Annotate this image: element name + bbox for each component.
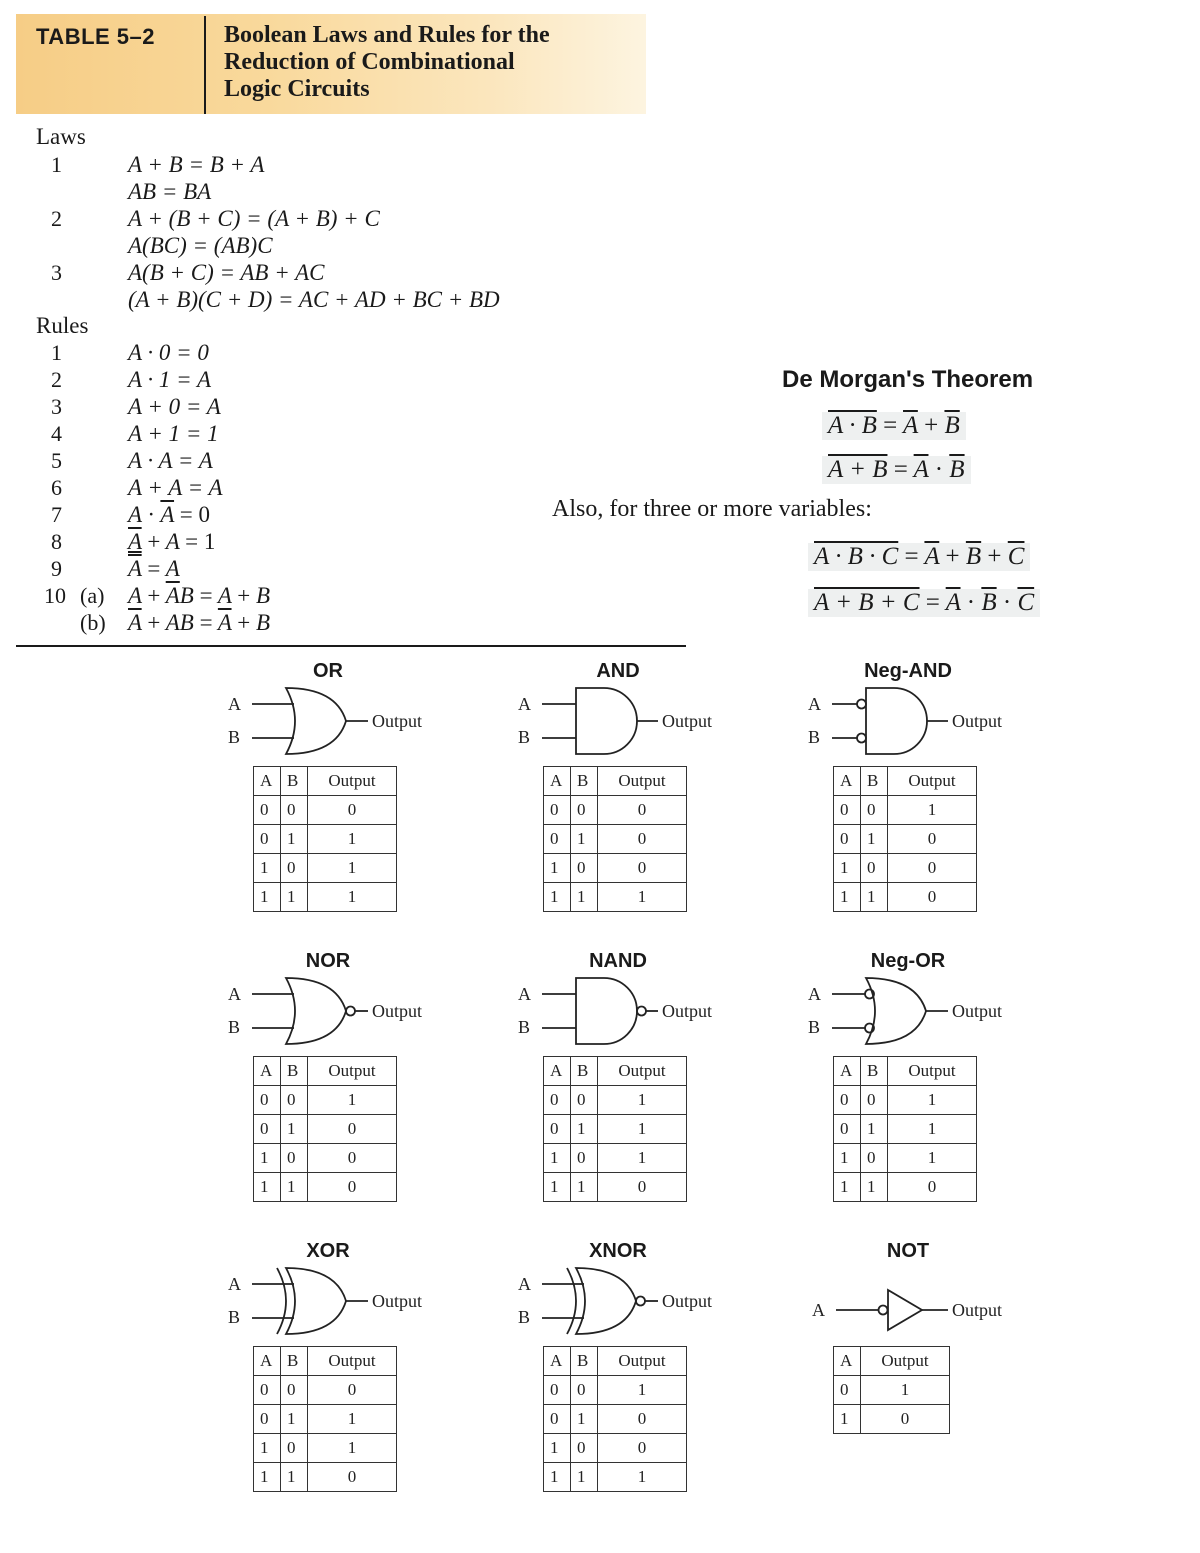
law-3b: (A + B)(C + D) = AC + AD + BC + BD: [128, 287, 500, 312]
column-header: Output: [598, 1347, 687, 1376]
table-row: [254, 854, 397, 883]
truth-table-header: [254, 767, 397, 796]
table-cell: 0: [571, 1144, 598, 1173]
table-cell: 1: [598, 1144, 687, 1173]
table-cell: 1: [834, 854, 861, 883]
law-number: 1: [51, 152, 62, 177]
xor-truth-table: [253, 1346, 397, 1492]
table-cell: 1: [254, 883, 281, 912]
table-cell: 0: [254, 796, 281, 825]
gate-output-label: Output: [372, 1001, 423, 1021]
nand-gate-symbol: [518, 976, 748, 1056]
column-header: B: [571, 1057, 598, 1086]
gate-title: NAND: [589, 950, 647, 972]
gate-input-label: B: [518, 1307, 531, 1327]
table-cell: 1: [888, 1115, 977, 1144]
table-cell: 1: [544, 1173, 571, 1202]
table-cell: 0: [861, 796, 888, 825]
truth-table-header: [544, 767, 687, 796]
gate-input-label: A: [812, 1300, 825, 1320]
table-row: [254, 1376, 397, 1405]
table-cell: 0: [544, 1405, 571, 1434]
table-cell: 0: [281, 1434, 308, 1463]
table-cell: 0: [308, 796, 397, 825]
rule-number: 9: [51, 556, 62, 581]
column-header: Output: [888, 1057, 977, 1086]
table-cell: 1: [281, 1115, 308, 1144]
rule-equation: A · A = A: [128, 448, 213, 473]
table-cell: 0: [598, 854, 687, 883]
truth-table-header: [834, 767, 977, 796]
table-row: [544, 1144, 687, 1173]
table-cell: 1: [571, 1115, 598, 1144]
gate-title: XNOR: [589, 1240, 647, 1262]
table-cell: 0: [861, 1405, 950, 1434]
table-cell: 0: [571, 1376, 598, 1405]
table-cell: 0: [544, 1376, 571, 1405]
table-cell: 1: [571, 825, 598, 854]
gate-input-label: A: [518, 1274, 531, 1294]
table-cell: 0: [308, 1376, 397, 1405]
column-header: B: [571, 767, 598, 796]
ab-product-complement: A · B: [828, 412, 877, 439]
table-cell: 1: [598, 1463, 687, 1492]
table-row: [254, 1405, 397, 1434]
table-row: [544, 1405, 687, 1434]
table-title-line-1: Boolean Laws and Rules for the: [224, 22, 550, 48]
column-header: A: [254, 1057, 281, 1086]
column-header: Output: [888, 767, 977, 796]
negor-gate-symbol: [808, 976, 1038, 1056]
table-row: [544, 796, 687, 825]
table-cell: 1: [544, 1144, 571, 1173]
table-row: [544, 825, 687, 854]
negor-truth-table: [833, 1056, 977, 1202]
law-3a: A(B + C) = AB + AC: [128, 260, 325, 285]
table-cell: 1: [308, 854, 397, 883]
law-2b: A(BC) = (AB)C: [128, 233, 273, 258]
table-row: [544, 854, 687, 883]
table-cell: 1: [861, 1376, 950, 1405]
column-header: A: [544, 767, 571, 796]
table-cell: 0: [888, 883, 977, 912]
table-cell: 1: [571, 1463, 598, 1492]
table-cell: 0: [888, 825, 977, 854]
table-row: [834, 1086, 977, 1115]
column-header: Output: [308, 767, 397, 796]
column-header: B: [861, 1057, 888, 1086]
table-title-line-2: Reduction of Combinational: [224, 49, 515, 75]
rule-subletter: (b): [80, 610, 106, 635]
table-cell: 0: [254, 1115, 281, 1144]
nor-gate-symbol: [228, 976, 458, 1056]
gate-input-label: B: [228, 727, 241, 747]
gate-input-label: A: [808, 694, 821, 714]
table-row: [834, 796, 977, 825]
table-cell: 0: [834, 1376, 861, 1405]
table-cell: 1: [571, 1405, 598, 1434]
not-truth-table: [833, 1346, 950, 1434]
gate-output-label: Output: [952, 1001, 1003, 1021]
rule-equation: A · 0 = 0: [128, 340, 209, 365]
table-cell: 1: [834, 1405, 861, 1434]
table-cell: 1: [861, 825, 888, 854]
table-cell: 0: [571, 1434, 598, 1463]
xor-gate-symbol: [228, 1266, 458, 1346]
table-cell: 1: [254, 1144, 281, 1173]
table-row: [544, 1376, 687, 1405]
rule-number: 8: [51, 529, 62, 554]
table-cell: 1: [598, 1086, 687, 1115]
table-cell: 0: [834, 796, 861, 825]
table-cell: 0: [598, 1405, 687, 1434]
column-header: A: [544, 1057, 571, 1086]
table-row: [834, 1144, 977, 1173]
rule-equation: $A \cdot \overline{A} = 0$: [128, 502, 211, 527]
gate-title: OR: [313, 660, 343, 682]
table-cell: 0: [308, 1173, 397, 1202]
column-header: B: [571, 1347, 598, 1376]
table-cell: 1: [888, 1086, 977, 1115]
table-cell: 1: [888, 796, 977, 825]
law-number: 2: [51, 206, 62, 231]
or-gate-symbol: [228, 686, 458, 766]
rule-number: 10: [44, 583, 66, 608]
gate-input-label: B: [808, 1017, 821, 1037]
rule-number: 7: [51, 502, 62, 527]
column-header: A: [834, 767, 861, 796]
table-cell: 0: [254, 825, 281, 854]
table-cell: 1: [308, 883, 397, 912]
gate-output-label: Output: [952, 711, 1003, 731]
law-1a: A + B = B + A: [128, 152, 265, 177]
gate-input-label: B: [518, 1017, 531, 1037]
table-cell: 1: [254, 854, 281, 883]
column-header: B: [281, 1057, 308, 1086]
table-cell: 1: [544, 1434, 571, 1463]
table-cell: 1: [598, 1115, 687, 1144]
gate-title: NOR: [305, 950, 351, 972]
rule-number: 5: [51, 448, 62, 473]
table-cell: 0: [254, 1405, 281, 1434]
table-row: [834, 1173, 977, 1202]
table-cell: 0: [281, 1086, 308, 1115]
table-row: [254, 1086, 397, 1115]
column-header: B: [281, 1347, 308, 1376]
table-cell: 1: [544, 854, 571, 883]
column-header: B: [861, 767, 888, 796]
rule-equation: $\overline{A} + A = 1$: [128, 529, 216, 554]
gate-input-label: A: [228, 694, 241, 714]
table-cell: 0: [544, 1086, 571, 1115]
table-cell: 0: [281, 1376, 308, 1405]
demorgan-also-text: Also, for three or more variables:: [552, 496, 872, 522]
table-cell: 0: [598, 796, 687, 825]
table-cell: 1: [834, 1173, 861, 1202]
rules-heading: Rules: [36, 313, 89, 338]
column-header: Output: [598, 767, 687, 796]
table-cell: 0: [598, 1173, 687, 1202]
table-row: [254, 1115, 397, 1144]
table-cell: 0: [888, 854, 977, 883]
column-header: A: [544, 1347, 571, 1376]
table-row: [834, 825, 977, 854]
or-truth-table: [253, 766, 397, 912]
section-divider: [16, 645, 686, 647]
table-row: [834, 1405, 950, 1434]
table-cell: 1: [254, 1463, 281, 1492]
rule-equation: A + A = A: [128, 475, 223, 500]
gate-input-label: B: [808, 727, 821, 747]
rule-equation: $\overline{A}$ + AB = $\overline{A} + B$: [128, 610, 271, 635]
laws-heading: Laws: [36, 124, 86, 149]
gate-input-label: A: [518, 694, 531, 714]
table-cell: 1: [308, 1434, 397, 1463]
rule-equation: $A + \overline{A}B = A + B$: [128, 583, 271, 608]
nand-truth-table: [543, 1056, 687, 1202]
and-gate-symbol: [518, 686, 748, 766]
table-row: [254, 796, 397, 825]
table-row: [254, 825, 397, 854]
table-cell: 0: [544, 796, 571, 825]
truth-table-header: [254, 1057, 397, 1086]
table-row: [544, 1115, 687, 1144]
gate-output-label: Output: [662, 1291, 713, 1311]
gate-title: NOT: [886, 1240, 930, 1262]
table-cell: 0: [308, 1144, 397, 1173]
truth-table-header: [544, 1347, 687, 1376]
table-cell: 0: [888, 1173, 977, 1202]
table-row: [834, 1115, 977, 1144]
rule-number: 6: [51, 475, 62, 500]
column-header: A: [254, 1347, 281, 1376]
table-cell: 1: [571, 883, 598, 912]
table-cell: 0: [254, 1376, 281, 1405]
not-gate-symbol: [808, 1266, 1038, 1346]
table-row: [834, 854, 977, 883]
table-cell: 0: [281, 854, 308, 883]
table-cell: 1: [544, 883, 571, 912]
table-cell: 0: [571, 796, 598, 825]
rule-number: 2: [51, 367, 62, 392]
table-cell: 1: [571, 1173, 598, 1202]
table-row: [544, 1434, 687, 1463]
column-header: A: [834, 1347, 861, 1376]
law-1b: AB = BA: [128, 179, 212, 204]
gate-input-label: B: [518, 727, 531, 747]
table-cell: 0: [571, 854, 598, 883]
table-row: [254, 1463, 397, 1492]
table-cell: 1: [834, 883, 861, 912]
table-row: [544, 883, 687, 912]
xnor-gate-symbol: [518, 1266, 748, 1346]
demorgan-eq-2: $A + B = \overline{A} \cdot \overline{B}$: [822, 456, 971, 484]
table-cell: 0: [571, 1086, 598, 1115]
gate-title: Neg-AND: [864, 660, 952, 682]
table-cell: 0: [254, 1086, 281, 1115]
gate-input-label: A: [518, 984, 531, 1004]
negand-gate-symbol: [808, 686, 1038, 766]
rule-equation: A + 0 = A: [128, 394, 221, 419]
xnor-truth-table: [543, 1346, 687, 1492]
column-header: A: [834, 1057, 861, 1086]
gate-title: Neg-OR: [870, 950, 946, 972]
table-cell: 1: [834, 1144, 861, 1173]
table-cell: 1: [254, 1434, 281, 1463]
table-cell: 0: [281, 1144, 308, 1173]
truth-table-header: [834, 1347, 950, 1376]
table-cell: 0: [598, 825, 687, 854]
law-number: 3: [51, 260, 62, 285]
demorgan-eq-3: $A \cdot B \cdot C = \overline{A} + \overline{B} + \overline{C}$: [808, 543, 1030, 571]
table-cell: 1: [281, 825, 308, 854]
column-header: Output: [308, 1347, 397, 1376]
gate-output-label: Output: [372, 711, 423, 731]
table-cell: 1: [308, 1405, 397, 1434]
gate-output-label: Output: [662, 711, 713, 731]
table-cell: 1: [254, 1173, 281, 1202]
rule-number: 3: [51, 394, 62, 419]
law-2a: A + (B + C) = (A + B) + C: [128, 206, 380, 231]
truth-table-header: [254, 1347, 397, 1376]
truth-table-header: [834, 1057, 977, 1086]
table-row: [544, 1086, 687, 1115]
table-row: [254, 1434, 397, 1463]
rule-number: 1: [51, 340, 62, 365]
negand-truth-table: [833, 766, 977, 912]
gate-input-label: B: [228, 1017, 241, 1037]
table-row: [544, 1173, 687, 1202]
table-cell: 0: [308, 1463, 397, 1492]
table-cell: 0: [544, 825, 571, 854]
rule-equation: A = A: [128, 556, 180, 581]
table-cell: 0: [834, 825, 861, 854]
column-header: Output: [598, 1057, 687, 1086]
table-row: [254, 1173, 397, 1202]
table-cell: 0: [861, 854, 888, 883]
table-row: [834, 1376, 950, 1405]
table-cell: 1: [281, 883, 308, 912]
table-cell: 1: [281, 1405, 308, 1434]
table-cell: 1: [281, 1463, 308, 1492]
rule-equation: A · 1 = A: [128, 367, 212, 392]
table-cell: 1: [861, 883, 888, 912]
gate-input-label: B: [228, 1307, 241, 1327]
table-cell: 0: [598, 1434, 687, 1463]
table-cell: 1: [598, 1376, 687, 1405]
nor-truth-table: [253, 1056, 397, 1202]
table-cell: 0: [281, 796, 308, 825]
rule-number: 4: [51, 421, 62, 446]
truth-table-header: [544, 1057, 687, 1086]
table-cell: 1: [308, 1086, 397, 1115]
table-row: [254, 1144, 397, 1173]
table-cell: 1: [598, 883, 687, 912]
column-header: Output: [308, 1057, 397, 1086]
table-cell: 1: [888, 1144, 977, 1173]
table-label: TABLE 5–2: [36, 24, 156, 49]
gate-title: XOR: [306, 1240, 350, 1262]
rule-equation: A + 1 = 1: [128, 421, 219, 446]
table-row: [544, 1463, 687, 1492]
gate-input-label: A: [228, 984, 241, 1004]
table-cell: 0: [834, 1115, 861, 1144]
table-row: [254, 883, 397, 912]
gate-output-label: Output: [662, 1001, 713, 1021]
rule-subletter: (a): [80, 583, 105, 608]
gate-output-label: Output: [372, 1291, 423, 1311]
column-header: B: [281, 767, 308, 796]
table-title-line-3: Logic Circuits: [224, 76, 370, 102]
table-cell: 1: [861, 1173, 888, 1202]
table-cell: 1: [281, 1173, 308, 1202]
and-truth-table: [543, 766, 687, 912]
gate-output-label: Output: [952, 1300, 1003, 1320]
column-header: Output: [861, 1347, 950, 1376]
column-header: A: [254, 767, 281, 796]
table-cell: 0: [861, 1144, 888, 1173]
demorgan-eq-4: $A + B + C = \overline{A} \cdot \overline{B} \cdot \overline{C}$: [808, 589, 1040, 617]
table-cell: 1: [544, 1463, 571, 1492]
table-cell: 0: [834, 1086, 861, 1115]
demorgan-title: De Morgan's Theorem: [782, 366, 1034, 393]
table-cell: 1: [308, 825, 397, 854]
table-cell: 1: [861, 1115, 888, 1144]
gate-input-label: A: [228, 1274, 241, 1294]
gate-title: AND: [596, 660, 640, 682]
table-cell: 0: [308, 1115, 397, 1144]
table-row: [834, 883, 977, 912]
gate-input-label: A: [808, 984, 821, 1004]
table-cell: 0: [861, 1086, 888, 1115]
table-cell: 0: [544, 1115, 571, 1144]
demorgan-eq-1: $A \cdot B = \overline{A} + \overline{B}$: [822, 412, 966, 440]
header-divider: [204, 16, 206, 114]
